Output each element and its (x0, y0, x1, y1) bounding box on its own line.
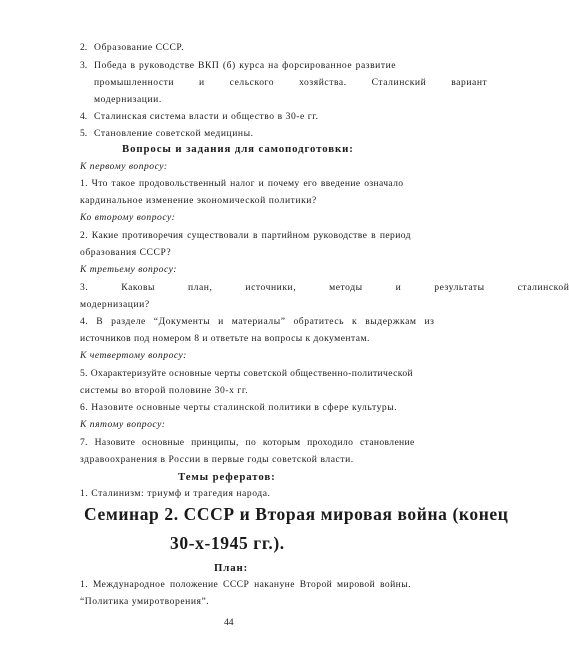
q1-line-2: кардинальное изменение экономической политики? (80, 195, 317, 206)
q5-line-1: 7. Назовите основные принципы, по которым проходило становление (80, 437, 415, 448)
q1-label: К первому вопросу: (80, 161, 168, 172)
q3-line-3: 4. В разделе “Документы и материалы” обратитесь к выдержкам из (80, 316, 435, 327)
plan-line-2: “Политика умиротворения”. (80, 596, 210, 607)
list-number-4: 4. (80, 111, 88, 122)
list-item-4: Сталинская система власти и общество в 30-е гг. (94, 111, 319, 122)
q3-line-2: модернизации? (80, 299, 150, 310)
seminar-title-line-2: 30-х-1945 гг.). (170, 533, 285, 553)
q3-line-4: источников под номером 8 и ответьте на вопросы к документам. (80, 333, 370, 344)
list-item-3-line-3: модернизации. (94, 94, 162, 105)
list-item-5: Становление советской медицины. (94, 128, 254, 139)
q3-label: К третьему вопросу: (80, 264, 177, 275)
q5-label: К пятому вопросу: (80, 419, 166, 430)
q1-line-1: 1. Что такое продовольственный налог и почему его введение означало (80, 178, 404, 189)
q4-line-2: системы во второй половине 30-х гг. (80, 385, 249, 396)
plan-line-1: 1. Международное положение СССР накануне Второй мировой войны. (80, 579, 411, 590)
essays-heading: Темы рефератов: (178, 471, 276, 483)
plan-heading: План: (214, 562, 249, 574)
q5-line-2: здравоохранения в России в первые годы советской власти. (80, 454, 354, 465)
q4-label: К четвертому вопросу: (80, 350, 187, 361)
list-item-2: Образование СССР. (94, 42, 185, 53)
q4-line-3: 6. Назовите основные черты сталинской политики в сфере культуры. (80, 402, 398, 413)
q2-label: Ко второму вопросу: (80, 212, 176, 223)
list-number-3: 3. (80, 60, 88, 71)
q4-line-1: 5. Охарактеризуйте основные черты советской общественно-политической (80, 368, 414, 379)
essay-item-1: 1. Сталинизм: триумф и трагедия народа. (80, 488, 271, 499)
list-item-3-line-2: промышленности и сельского хозяйства. Сталинский вариант (94, 77, 488, 88)
seminar-title-line-1: Семинар 2. СССР и Вторая мировая война (конец (84, 504, 509, 524)
list-item-3-line-1: Победа в руководстве ВКП (б) курса на форсированное развитие (94, 60, 397, 71)
page-number: 44 (224, 617, 234, 628)
list-number-5: 5. (80, 128, 88, 139)
questions-heading: Вопросы и задания для самоподготовки: (122, 143, 354, 155)
q3-line-1: 3. Каковы план, источники, методы и результаты сталинской (80, 282, 569, 293)
list-number-2: 2. (80, 42, 88, 53)
q2-line-1: 2. Какие противоречия существовали в партийном руководстве в период (80, 230, 411, 241)
q2-line-2: образования СССР? (80, 247, 172, 258)
